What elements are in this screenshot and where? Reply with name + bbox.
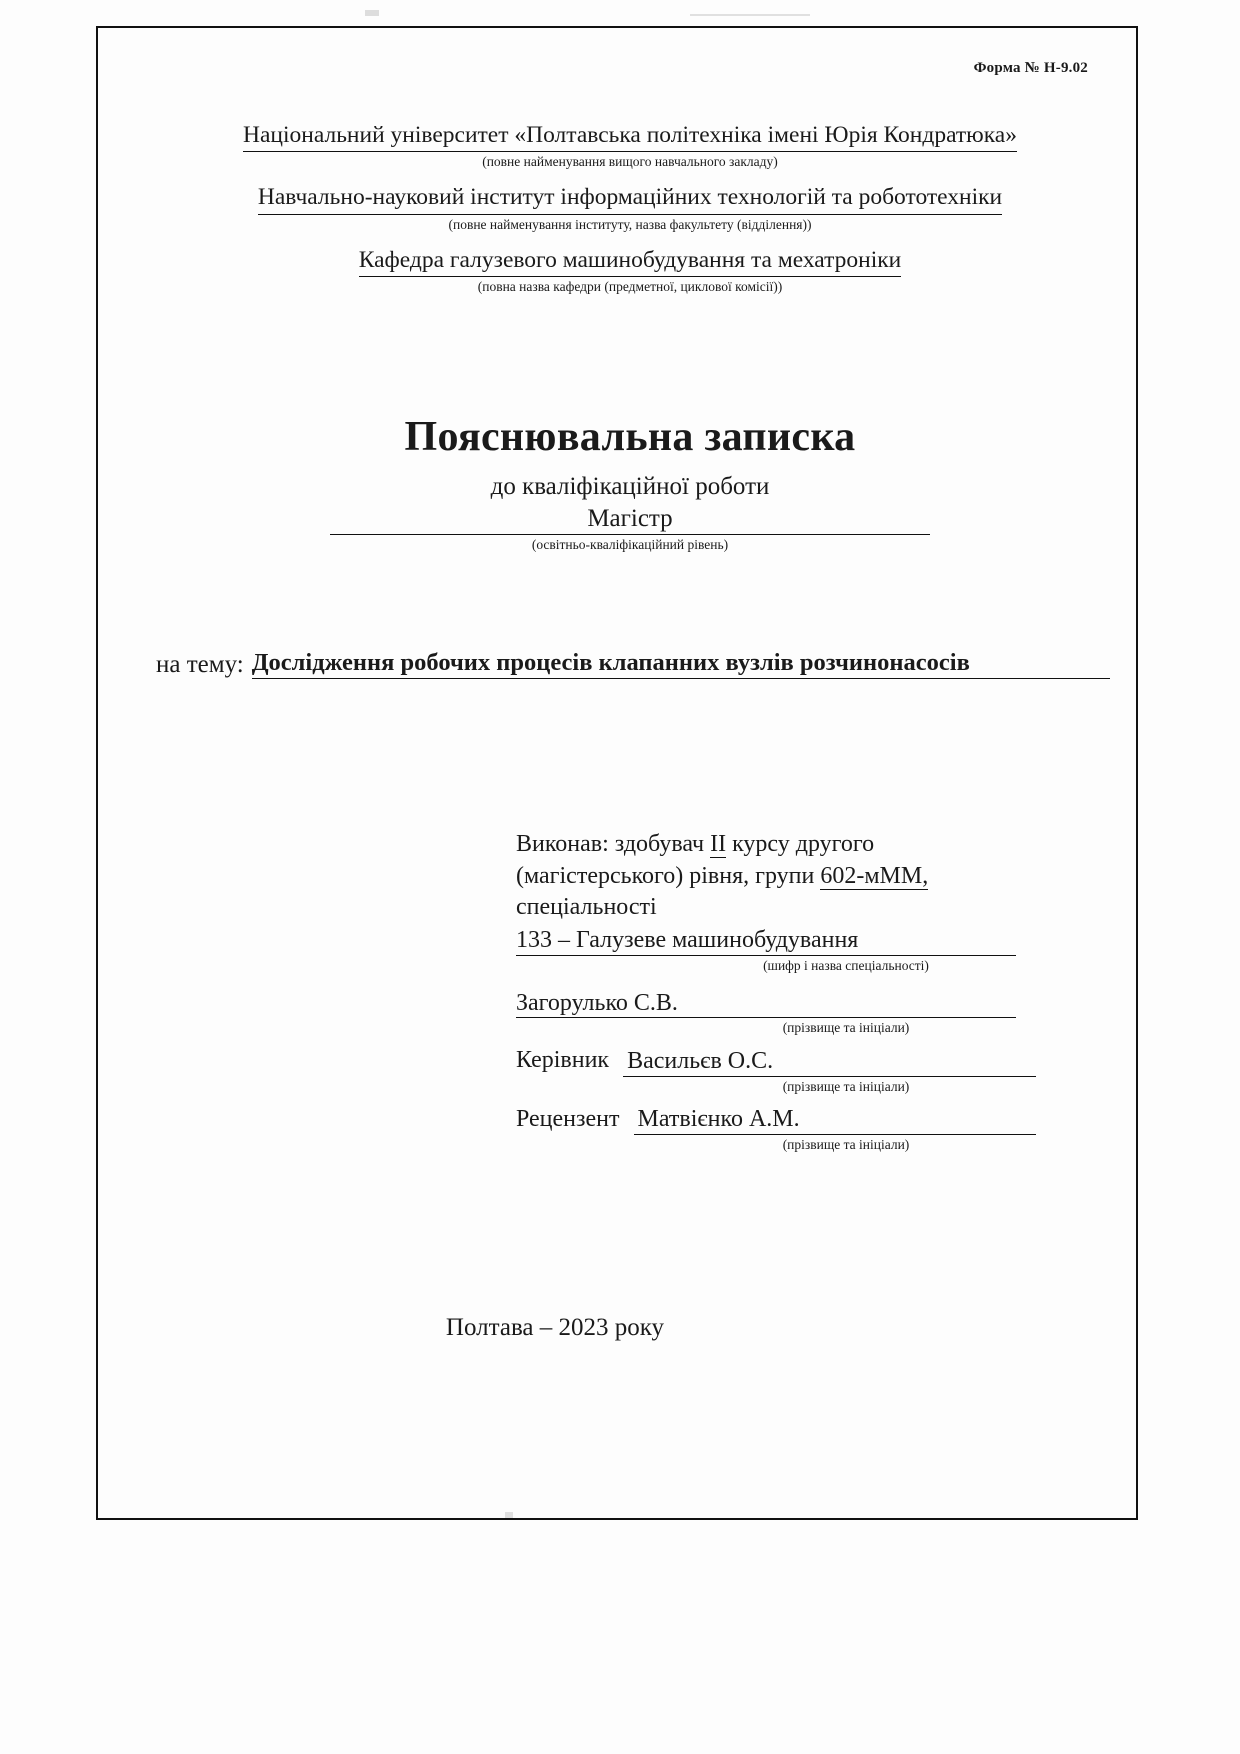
performer-group-prefix: (магістерського) рівня, групи (516, 862, 821, 889)
performer-line-2 (516, 861, 1036, 893)
reviewer-label: Рецензент (516, 1105, 620, 1132)
department-caption: (повна назва кафедри (предметної, циклової комісії)) (477, 279, 783, 295)
document-subtitle: до кваліфікаційної роботи (490, 473, 770, 501)
institute-caption: (повне найменування інституту, назва факультету (відділення)) (448, 216, 812, 232)
reviewer-caption: (прізвище та ініціали) (782, 1137, 910, 1153)
supervisor-row (516, 1045, 1036, 1077)
scan-speck (690, 14, 810, 16)
qualification-level-caption: (освітньо-кваліфікаційний рівень) (531, 536, 729, 552)
institution-header (150, 121, 1110, 295)
document-title: Пояснювальна записка (404, 414, 856, 461)
university-name: Національний університет «Полтавська політехніка імені Юрія Кондратюка» (243, 121, 1017, 152)
performer-line-1 (516, 829, 1036, 861)
thesis-theme-value: Дослідження робочих процесів клапанних вузлів розчинонасосів (252, 649, 1110, 679)
supervisor-name: Васильєв О.С. (623, 1047, 1036, 1077)
specialty-value: 133 – Галузеве машинобудування (516, 926, 1016, 956)
qualification-level: Магістр (330, 505, 930, 535)
institute-name: Навчально-науковий інститут інформаційних технологій та робототехніки (258, 183, 1002, 214)
reviewer-row (516, 1104, 1036, 1136)
form-number: Форма № Н-9.02 (973, 60, 1088, 76)
student-name-caption: (прізвище та ініціали) (782, 1020, 910, 1036)
performer-line-3: спеціальності (516, 894, 657, 921)
performer-suffix: курсу другого (726, 830, 875, 857)
supervisor-caption: (прізвище та ініціали) (782, 1078, 910, 1094)
department-name: Кафедра галузевого машинобудування та мехатроніки (359, 246, 902, 277)
reviewer-name: Матвієнко А.М. (634, 1105, 1037, 1135)
scan-speck (365, 10, 379, 16)
specialty-caption: (шифр і назва спеціальності) (763, 957, 929, 973)
performer-course: ІІ (710, 830, 727, 857)
performer-group: 602-мММ, (820, 862, 929, 889)
student-name: Загорулько С.В. (516, 989, 1016, 1019)
thesis-theme-row (150, 649, 1110, 679)
supervisor-label: Керівник (516, 1047, 610, 1074)
performer-prefix: Виконав: здобувач (516, 830, 711, 857)
city-and-year: Полтава – 2023 року (445, 1314, 665, 1342)
signature-block (516, 829, 1036, 1154)
thesis-theme-label: на тему: (156, 650, 244, 678)
document-content (150, 60, 1110, 1342)
university-caption: (повне найменування вищого навчального закладу) (482, 154, 778, 170)
